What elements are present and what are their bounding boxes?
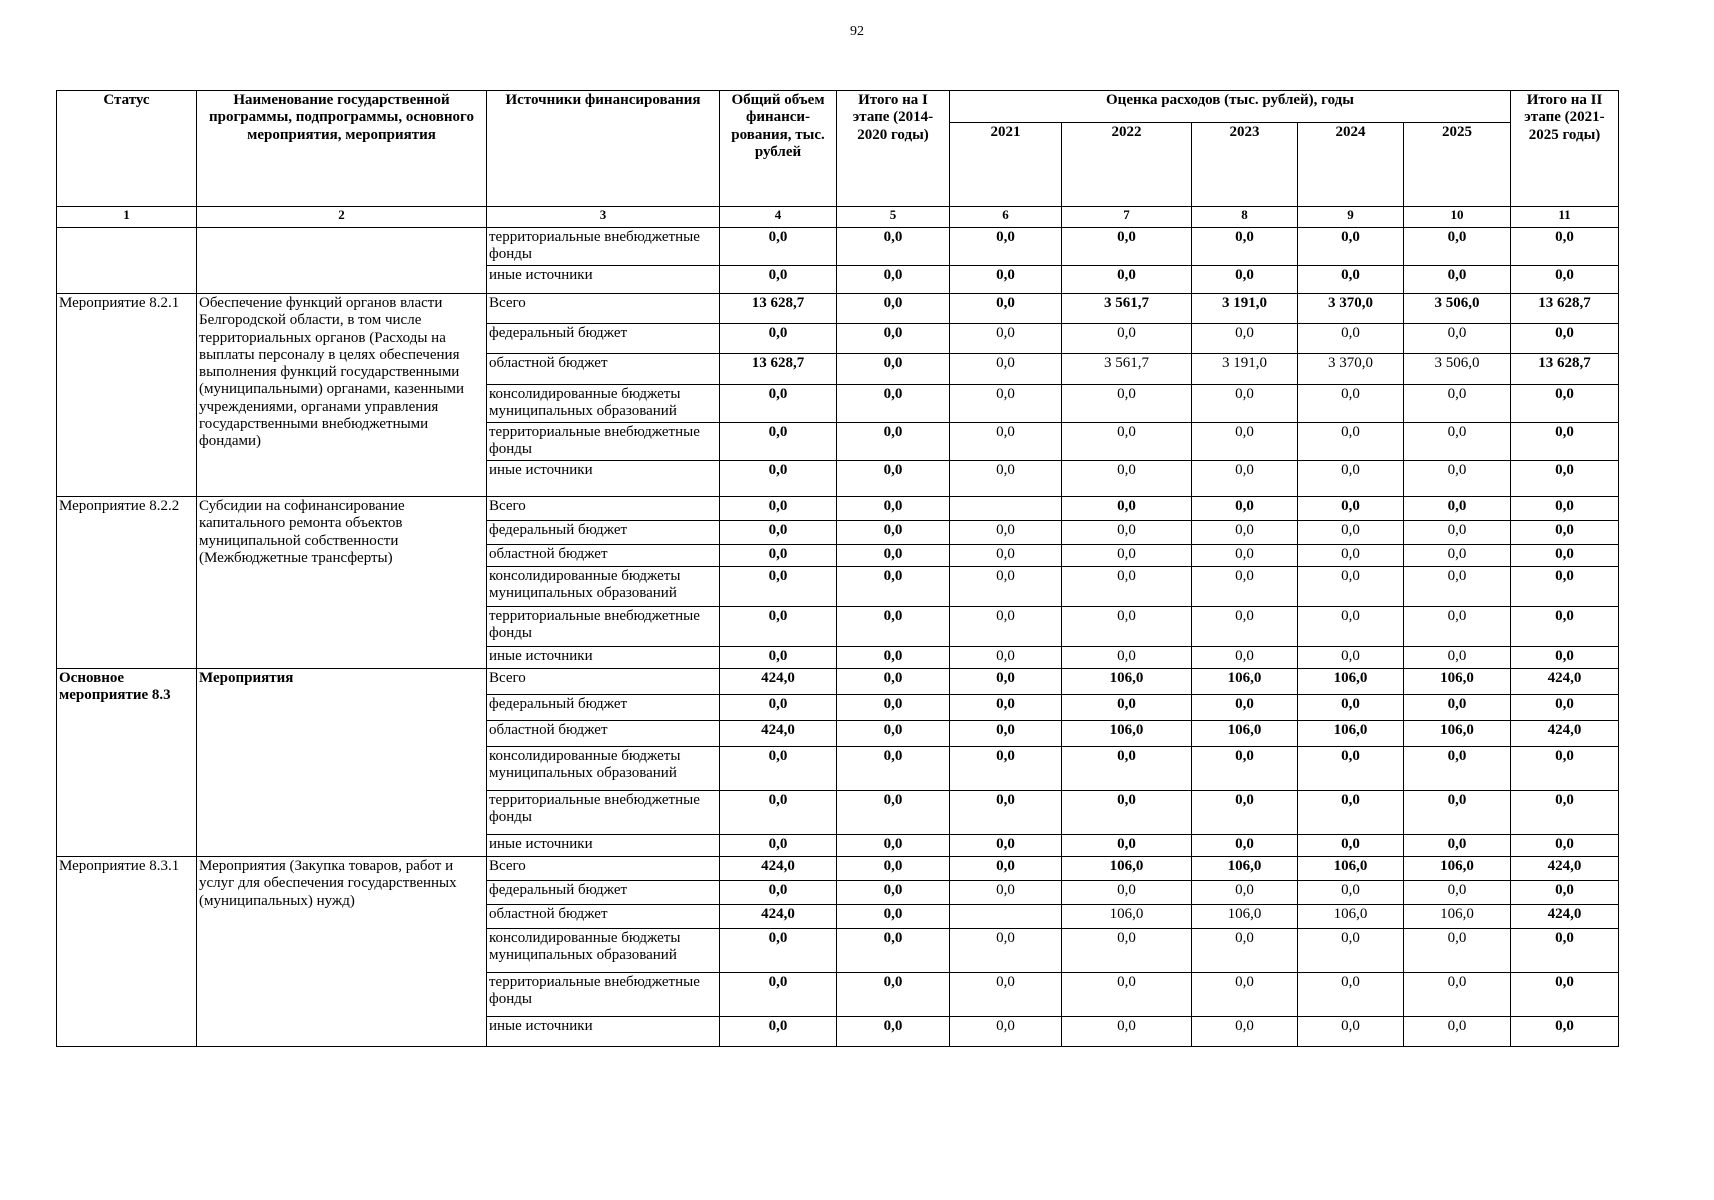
value-cell: 0,0 [720,881,837,905]
value-cell: 0,0 [1404,607,1511,647]
value-cell: 106,0 [1404,857,1511,881]
value-cell: 0,0 [1192,545,1298,567]
status-cell: Мероприятие 8.2.2 [57,497,197,669]
value-cell: 0,0 [1404,881,1511,905]
value-cell: 0,0 [950,791,1062,835]
value-cell: 0,0 [837,857,950,881]
column-number: 6 [950,207,1062,228]
source-cell: Всего [487,294,720,324]
value-cell: 0,0 [720,228,837,266]
value-cell [950,905,1062,929]
value-cell: 0,0 [950,881,1062,905]
source-cell: Всего [487,497,720,521]
table-row [57,228,1619,266]
value-cell: 0,0 [950,266,1062,294]
value-cell: 0,0 [1511,929,1619,973]
status-cell: Мероприятие 8.3.1 [57,857,197,1047]
value-cell: 0,0 [1192,461,1298,497]
value-cell: 3 370,0 [1298,354,1404,385]
value-cell: 424,0 [1511,857,1619,881]
value-cell: 106,0 [1298,669,1404,695]
value-cell: 0,0 [1062,461,1192,497]
value-cell: 424,0 [1511,905,1619,929]
value-cell: 0,0 [950,973,1062,1017]
value-cell: 0,0 [1298,607,1404,647]
value-cell: 106,0 [1404,669,1511,695]
value-cell: 0,0 [1404,266,1511,294]
value-cell: 0,0 [1062,497,1192,521]
value-cell: 0,0 [1404,567,1511,607]
value-cell: 0,0 [1511,791,1619,835]
value-cell: 106,0 [1192,857,1298,881]
value-cell: 0,0 [720,324,837,354]
value-cell: 0,0 [1062,835,1192,857]
table-row [57,857,1619,881]
value-cell: 0,0 [1404,1017,1511,1047]
value-cell: 0,0 [837,607,950,647]
value-cell: 0,0 [1062,545,1192,567]
value-cell: 0,0 [1062,973,1192,1017]
value-cell: 106,0 [1404,905,1511,929]
value-cell: 0,0 [720,567,837,607]
value-cell: 0,0 [720,791,837,835]
header-stage2: Итого на II этапе (2021-2025 годы) [1511,91,1619,207]
value-cell: 0,0 [1511,385,1619,423]
value-cell: 0,0 [1298,881,1404,905]
header-status: Статус [57,91,197,207]
value-cell: 0,0 [1298,695,1404,721]
value-cell: 0,0 [1404,647,1511,669]
value-cell: 0,0 [720,461,837,497]
value-cell: 0,0 [950,545,1062,567]
value-cell: 0,0 [1192,791,1298,835]
value-cell: 0,0 [837,669,950,695]
column-number: 8 [1192,207,1298,228]
value-cell: 3 561,7 [1062,354,1192,385]
value-cell: 0,0 [1062,324,1192,354]
value-cell: 0,0 [1192,521,1298,545]
value-cell: 0,0 [837,647,950,669]
source-cell: федеральный бюджет [487,324,720,354]
value-cell: 0,0 [1192,881,1298,905]
header-stage1: Итого на I этапе (2014-2020 годы) [837,91,950,207]
value-cell: 0,0 [1298,497,1404,521]
value-cell: 106,0 [1298,857,1404,881]
value-cell: 0,0 [1511,228,1619,266]
source-cell: областной бюджет [487,721,720,747]
name-cell: Мероприятия (Закупка товаров, работ и услуг для обеспечения государственных (муниципальных) нужд) [197,857,487,1047]
header-year: 2021 [950,123,1062,207]
value-cell: 106,0 [1404,721,1511,747]
value-cell: 3 191,0 [1192,294,1298,324]
value-cell: 0,0 [720,607,837,647]
value-cell: 0,0 [1404,929,1511,973]
value-cell: 0,0 [837,1017,950,1047]
value-cell: 0,0 [950,354,1062,385]
value-cell: 0,0 [837,461,950,497]
value-cell: 0,0 [1062,747,1192,791]
value-cell: 0,0 [720,747,837,791]
value-cell: 13 628,7 [720,294,837,324]
value-cell: 0,0 [1511,647,1619,669]
value-cell: 0,0 [837,545,950,567]
header-year: 2022 [1062,123,1192,207]
value-cell: 424,0 [720,905,837,929]
value-cell: 0,0 [837,747,950,791]
column-number: 2 [197,207,487,228]
name-cell: Субсидии на софинансирование капитального ремонта объектов муниципальной собственности (Межбюджетные трансферты) [197,497,487,669]
source-cell: территориальные внебюджетные фонды [487,791,720,835]
value-cell: 3 506,0 [1404,354,1511,385]
value-cell: 0,0 [950,607,1062,647]
source-cell: федеральный бюджет [487,695,720,721]
value-cell: 0,0 [1298,791,1404,835]
value-cell: 0,0 [1404,747,1511,791]
value-cell: 0,0 [950,324,1062,354]
status-cell [57,228,197,294]
value-cell: 0,0 [837,228,950,266]
value-cell: 106,0 [1062,721,1192,747]
table-row [57,294,1619,324]
value-cell: 0,0 [837,835,950,857]
source-cell: иные источники [487,647,720,669]
source-cell: территориальные внебюджетные фонды [487,423,720,461]
source-cell: территориальные внебюджетные фонды [487,607,720,647]
value-cell: 0,0 [837,423,950,461]
value-cell: 0,0 [1192,929,1298,973]
source-cell: консолидированные бюджеты муниципальных образований [487,747,720,791]
value-cell: 0,0 [720,973,837,1017]
value-cell: 0,0 [950,695,1062,721]
value-cell: 0,0 [1192,423,1298,461]
value-cell: 0,0 [720,497,837,521]
value-cell: 0,0 [837,266,950,294]
value-cell: 0,0 [1511,324,1619,354]
value-cell: 13 628,7 [1511,354,1619,385]
value-cell: 0,0 [1404,497,1511,521]
value-cell: 0,0 [1511,835,1619,857]
value-cell: 0,0 [1511,1017,1619,1047]
value-cell: 0,0 [837,567,950,607]
value-cell: 424,0 [720,857,837,881]
column-number: 10 [1404,207,1511,228]
value-cell: 0,0 [1298,647,1404,669]
value-cell: 3 561,7 [1062,294,1192,324]
value-cell: 0,0 [950,461,1062,497]
value-cell: 0,0 [1511,423,1619,461]
value-cell: 3 191,0 [1192,354,1298,385]
value-cell: 0,0 [950,835,1062,857]
table-row [57,669,1619,695]
column-number: 7 [1062,207,1192,228]
header-year: 2023 [1192,123,1298,207]
source-cell: территориальные внебюджетные фонды [487,973,720,1017]
value-cell: 0,0 [1062,791,1192,835]
budget-table [56,90,1619,1047]
header-year: 2025 [1404,123,1511,207]
value-cell: 106,0 [1298,905,1404,929]
value-cell: 0,0 [950,929,1062,973]
value-cell: 0,0 [1511,266,1619,294]
value-cell: 0,0 [1404,324,1511,354]
value-cell: 106,0 [1192,905,1298,929]
value-cell: 0,0 [1298,324,1404,354]
value-cell: 0,0 [950,1017,1062,1047]
value-cell: 0,0 [1511,607,1619,647]
value-cell: 0,0 [720,266,837,294]
value-cell: 0,0 [1062,1017,1192,1047]
column-number: 5 [837,207,950,228]
value-cell: 0,0 [837,791,950,835]
value-cell: 0,0 [1511,881,1619,905]
status-cell: Мероприятие 8.2.1 [57,294,197,497]
value-cell: 0,0 [720,545,837,567]
value-cell: 0,0 [837,354,950,385]
value-cell: 0,0 [1062,607,1192,647]
value-cell: 106,0 [1192,669,1298,695]
value-cell: 0,0 [1298,521,1404,545]
value-cell: 0,0 [1192,497,1298,521]
header-sources: Источники финансирования [487,91,720,207]
value-cell: 106,0 [1062,905,1192,929]
value-cell: 0,0 [837,721,950,747]
value-cell: 0,0 [720,695,837,721]
column-number: 1 [57,207,197,228]
column-number: 3 [487,207,720,228]
table-body [57,228,1619,1047]
value-cell: 0,0 [1404,835,1511,857]
value-cell: 0,0 [1511,461,1619,497]
value-cell: 0,0 [720,647,837,669]
value-cell: 0,0 [837,521,950,545]
source-cell: Всего [487,669,720,695]
value-cell: 0,0 [1298,461,1404,497]
value-cell: 0,0 [1404,461,1511,497]
value-cell: 0,0 [950,857,1062,881]
page-number: 92 [850,24,864,39]
source-cell: иные источники [487,266,720,294]
value-cell: 0,0 [720,835,837,857]
header-total: Общий объем финанси-рования, тыс. рублей [720,91,837,207]
source-cell: федеральный бюджет [487,521,720,545]
value-cell: 0,0 [1062,521,1192,545]
value-cell: 0,0 [1062,423,1192,461]
value-cell: 0,0 [1298,228,1404,266]
name-cell [197,228,487,294]
value-cell: 0,0 [1192,266,1298,294]
source-cell: консолидированные бюджеты муниципальных образований [487,567,720,607]
value-cell: 0,0 [950,669,1062,695]
header-year: 2024 [1298,123,1404,207]
value-cell: 0,0 [1062,385,1192,423]
value-cell: 0,0 [1298,929,1404,973]
value-cell: 0,0 [1062,881,1192,905]
value-cell: 0,0 [1192,607,1298,647]
value-cell: 0,0 [1192,324,1298,354]
value-cell: 0,0 [1511,973,1619,1017]
value-cell: 0,0 [950,294,1062,324]
source-cell: федеральный бюджет [487,881,720,905]
value-cell: 0,0 [1404,521,1511,545]
value-cell: 0,0 [837,973,950,1017]
value-cell: 0,0 [1192,228,1298,266]
value-cell: 106,0 [1062,857,1192,881]
value-cell: 0,0 [1298,835,1404,857]
value-cell: 0,0 [1298,423,1404,461]
source-cell: консолидированные бюджеты муниципальных образований [487,929,720,973]
value-cell: 0,0 [837,881,950,905]
value-cell: 0,0 [1192,647,1298,669]
value-cell: 0,0 [1511,497,1619,521]
value-cell: 13 628,7 [1511,294,1619,324]
value-cell: 106,0 [1062,669,1192,695]
value-cell: 0,0 [720,929,837,973]
value-cell: 3 506,0 [1404,294,1511,324]
value-cell: 0,0 [950,521,1062,545]
value-cell: 0,0 [1404,695,1511,721]
value-cell: 0,0 [1298,266,1404,294]
value-cell: 0,0 [720,521,837,545]
value-cell: 0,0 [1192,747,1298,791]
source-cell: иные источники [487,1017,720,1047]
value-cell: 0,0 [950,647,1062,669]
table-row [57,497,1619,521]
value-cell: 0,0 [837,695,950,721]
value-cell: 0,0 [837,929,950,973]
column-number: 11 [1511,207,1619,228]
source-cell: территориальные внебюджетные фонды [487,228,720,266]
source-cell: областной бюджет [487,354,720,385]
value-cell: 0,0 [1511,695,1619,721]
value-cell: 3 370,0 [1298,294,1404,324]
value-cell: 424,0 [1511,669,1619,695]
value-cell: 0,0 [1062,266,1192,294]
value-cell: 0,0 [1298,747,1404,791]
value-cell: 0,0 [1062,695,1192,721]
value-cell: 0,0 [1298,545,1404,567]
value-cell: 0,0 [1062,647,1192,669]
header-name: Наименование государственной программы, подпрограммы, основного мероприятия, мероприятия [197,91,487,207]
value-cell: 106,0 [1298,721,1404,747]
source-cell: консолидированные бюджеты муниципальных образований [487,385,720,423]
value-cell: 424,0 [720,721,837,747]
source-cell: областной бюджет [487,545,720,567]
value-cell: 0,0 [1192,1017,1298,1047]
value-cell [950,497,1062,521]
value-cell: 0,0 [1511,521,1619,545]
value-cell: 0,0 [950,747,1062,791]
value-cell: 0,0 [1404,545,1511,567]
value-cell: 0,0 [720,423,837,461]
value-cell: 424,0 [720,669,837,695]
value-cell: 0,0 [1511,747,1619,791]
value-cell: 0,0 [1404,385,1511,423]
value-cell: 0,0 [1298,973,1404,1017]
value-cell: 0,0 [837,385,950,423]
value-cell: 0,0 [950,721,1062,747]
source-cell: областной бюджет [487,905,720,929]
value-cell: 0,0 [1298,1017,1404,1047]
source-cell: иные источники [487,461,720,497]
value-cell: 0,0 [1511,567,1619,607]
value-cell: 0,0 [1192,835,1298,857]
value-cell: 0,0 [950,567,1062,607]
value-cell: 0,0 [950,228,1062,266]
value-cell: 0,0 [1298,567,1404,607]
value-cell: 0,0 [950,423,1062,461]
column-number: 9 [1298,207,1404,228]
source-cell: Всего [487,857,720,881]
name-cell: Обеспечение функций органов власти Белгородской области, в том числе территориальных органов (Расходы на выплаты персоналу в целях обеспечения выполнения функций государственными (муниципальными) органами, казенными учреждениями, органами управления государственными внебюджетными фондами) [197,294,487,497]
value-cell: 0,0 [1192,567,1298,607]
value-cell: 0,0 [1192,385,1298,423]
value-cell: 0,0 [1062,567,1192,607]
value-cell: 0,0 [1062,228,1192,266]
value-cell: 0,0 [720,1017,837,1047]
value-cell: 0,0 [837,324,950,354]
column-number: 4 [720,207,837,228]
value-cell: 0,0 [1404,423,1511,461]
value-cell: 0,0 [1511,545,1619,567]
source-cell: иные источники [487,835,720,857]
header-estimate: Оценка расходов (тыс. рублей), годы [950,91,1511,123]
value-cell: 0,0 [1298,385,1404,423]
value-cell: 0,0 [837,905,950,929]
value-cell: 424,0 [1511,721,1619,747]
value-cell: 0,0 [950,385,1062,423]
value-cell: 0,0 [1192,973,1298,1017]
value-cell: 13 628,7 [720,354,837,385]
status-cell: Основное мероприятие 8.3 [57,669,197,857]
value-cell: 0,0 [720,385,837,423]
value-cell: 0,0 [1404,973,1511,1017]
value-cell: 0,0 [837,497,950,521]
value-cell: 0,0 [1404,791,1511,835]
name-cell: Мероприятия [197,669,487,857]
value-cell: 0,0 [1404,228,1511,266]
value-cell: 0,0 [1192,695,1298,721]
value-cell: 0,0 [837,294,950,324]
value-cell: 106,0 [1192,721,1298,747]
value-cell: 0,0 [1062,929,1192,973]
